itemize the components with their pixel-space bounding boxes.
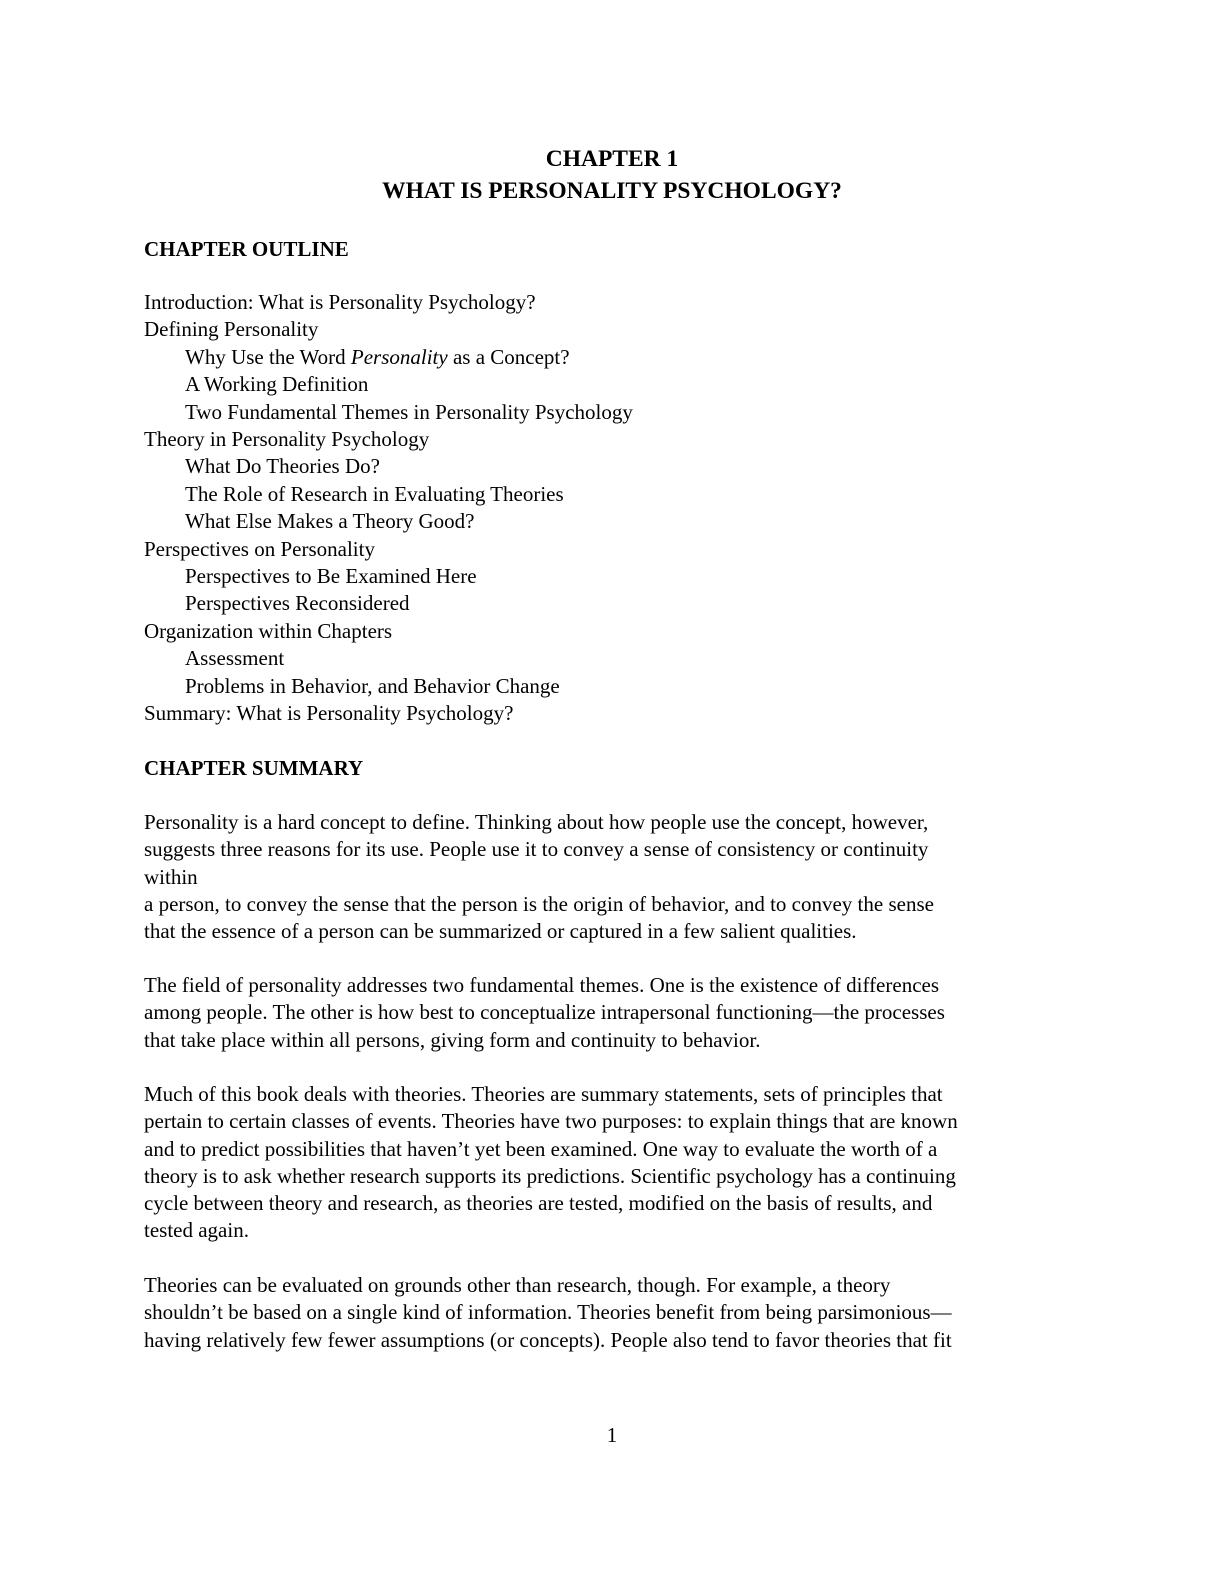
outline-subitem: Two Fundamental Themes in Personality Psychology (185, 399, 633, 424)
outline-subitem: Perspectives Reconsidered (185, 591, 410, 616)
summary-heading: CHAPTER SUMMARY (144, 756, 364, 780)
outline-subitem: Why Use the Word Personality as a Concept? (185, 344, 570, 369)
outline-item: Organization within Chapters (144, 618, 393, 643)
outline-heading: CHAPTER OUTLINE (144, 237, 349, 261)
outline-item: Introduction: What is Personality Psychology? (144, 290, 536, 314)
italic-term: Personality (350, 344, 448, 369)
outline-item: Defining Personality (144, 317, 319, 342)
chapter-title: WHAT IS PERSONALITY PSYCHOLOGY? (382, 178, 842, 204)
outline-subitem: A Working Definition (185, 372, 369, 397)
page-number: 1 (606, 1423, 618, 1447)
chapter-outline (144, 289, 633, 728)
outline-subitem: Perspectives to Be Examined Here (185, 564, 477, 589)
outline-subitem: Problems in Behavior, and Behavior Change (185, 673, 560, 698)
outline-item: Summary: What is Personality Psychology? (144, 701, 514, 726)
outline-subitem: What Do Theories Do? (185, 454, 380, 479)
outline-subitem: The Role of Research in Evaluating Theories (185, 481, 564, 506)
chapter-title-block (0, 143, 1224, 207)
summary-paragraph: Much of this book deals with theories. Theories are summary statements, sets of principles that pertain to certain classes of events. Theories have two purposes: to explain things that are known and to predict possibilities that haven’t yet been examined. One way to evaluate the worth of a theory is to ask whether research supports its predictions. Scientific psychology has a continuing cycle between theory and research, as theories are tested, modified on the basis of results, and tested again. (144, 1082, 958, 1243)
outline-item: Theory in Personality Psychology (144, 427, 430, 452)
summary-paragraph: Personality is a hard concept to define. Thinking about how people use the concept, however, suggests three reasons for its use. People use it to convey a sense of consistency or continuity within a person, to convey the sense that the person is the origin of behavior, and to convey the sense that the essence of a person can be summarized or captured in a few salient qualities. (144, 810, 934, 944)
chapter-label: CHAPTER 1 (545, 146, 679, 172)
summary-paragraph: Theories can be evaluated on grounds other than research, though. For example, a theory shouldn’t be based on a single kind of information. Theories benefit from being parsimonious— having relatively few fewer assumptions (or concepts). People also tend to favor theories that fit (144, 1273, 952, 1352)
summary-paragraph: The field of personality addresses two fundamental themes. One is the existence of differences among people. The other is how best to conceptualize intrapersonal functioning—the processes that take place within all persons, giving form and continuity to behavior. (144, 973, 945, 1052)
outline-item: Perspectives on Personality (144, 536, 375, 561)
outline-subitem: Assessment (185, 646, 285, 671)
outline-subitem: What Else Makes a Theory Good? (185, 509, 475, 534)
